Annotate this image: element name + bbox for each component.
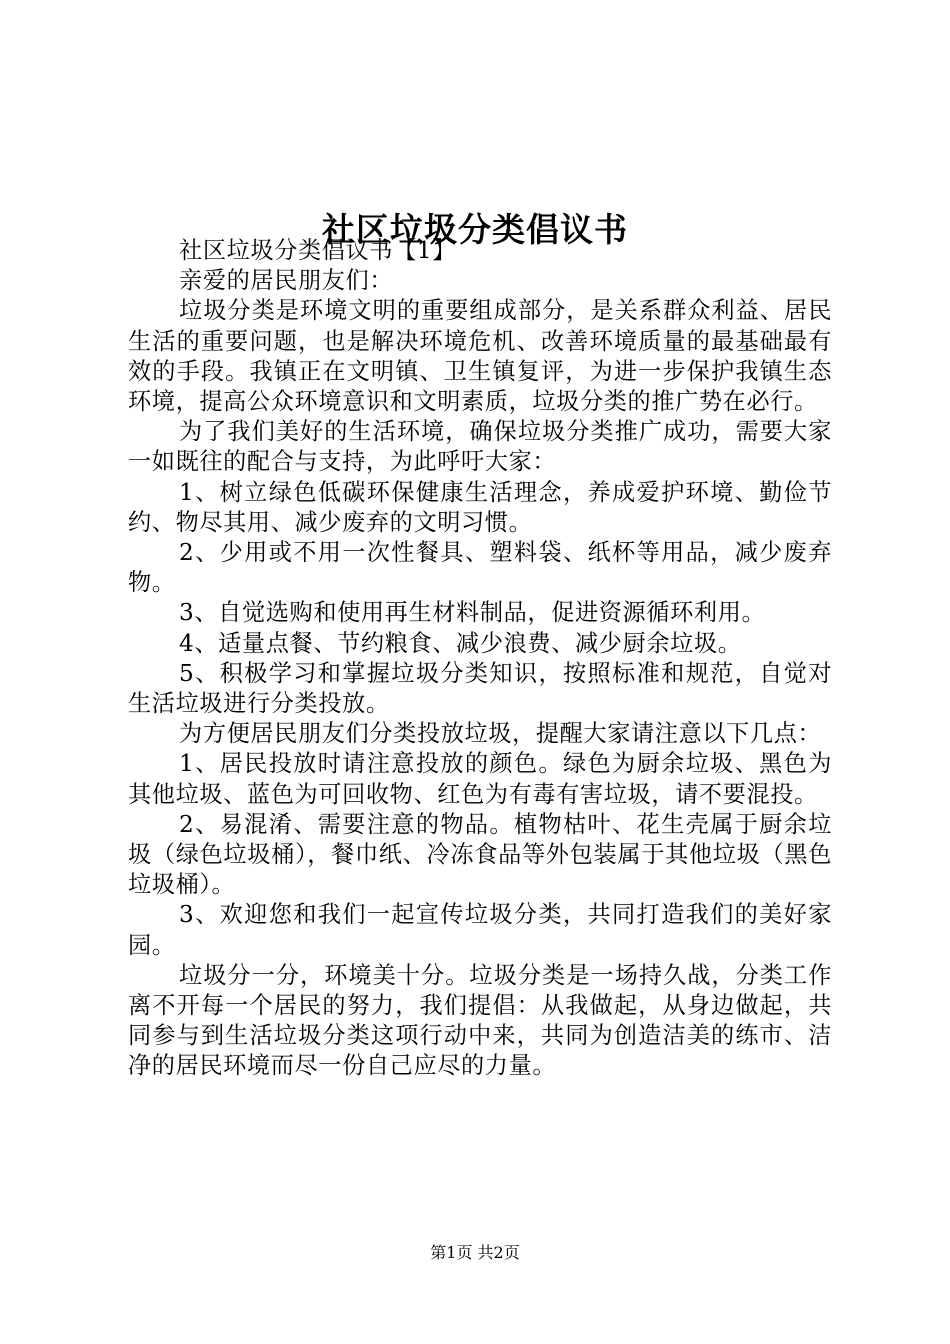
list-item-appeal-1: 1、树立绿色低碳环保健康生活理念，养成爱护环境、勤俭节约、物尽其用、减少废弃的文明习惯。	[128, 478, 832, 536]
paragraph-closing: 垃圾分一分，环境美十分。垃圾分类是一场持久战，分类工作离不开每一个居民的努力，我们提倡：从我做起，从身边做起，共同参与到生活垃圾分类这项行动中来，共同为创造洁美的练市、洁净的居民环境而尽一份自己应尽的力量。	[128, 961, 832, 1080]
page-number-footer: 第1页 共2页	[430, 1243, 520, 1262]
document-title: 社区垃圾分类倡议书	[322, 210, 628, 250]
paragraph-greeting: 亲爱的居民朋友们：	[179, 267, 394, 295]
paragraph-subtitle: 社区垃圾分类倡议书【1】	[179, 237, 457, 264]
paragraph-appeal: 为了我们美好的生活环境，确保垃圾分类推广成功，需要大家一如既往的配合与支持，为此呼吁大家：	[128, 418, 832, 476]
list-item-reminder-2: 2、易混淆、需要注意的物品。植物枯叶、花生壳属于厨余垃圾（绿色垃圾桶），餐巾纸、冷冻食品等外包装属于其他垃圾（黑色垃圾桶）。	[128, 810, 832, 899]
list-item-appeal-5: 5、积极学习和掌握垃圾分类知识，按照标准和规范，自觉对生活垃圾进行分类投放。	[128, 659, 832, 718]
document-body	[128, 236, 832, 1082]
list-item-appeal-4: 4、适量点餐、节约粮食、减少浪费、减少厨余垃圾。	[179, 629, 742, 657]
paragraph-reminder: 为方便居民朋友们分类投放垃圾，提醒大家请注意以下几点：	[179, 720, 822, 748]
list-item-reminder-1: 1、居民投放时请注意投放的颜色。绿色为厨余垃圾、黑色为其他垃圾、蓝色为可回收物、红色为有毒有害垃圾，请不要混投。	[128, 750, 832, 808]
list-item-reminder-3: 3、欢迎您和我们一起宣传垃圾分类，共同打造我们的美好家园。	[128, 901, 832, 959]
paragraph-intro: 垃圾分类是环境文明的重要组成部分，是关系群众利益、居民生活的重要问题，也是解决环境危机、改善环境质量的最基础最有效的手段。我镇正在文明镇、卫生镇复评，为进一步保护我镇生态环境，提高公众环境意识和文明素质，垃圾分类的推广势在必行。	[128, 297, 832, 416]
list-item-appeal-2: 2、少用或不用一次性餐具、塑料袋、纸杯等用品，减少废弃物。	[128, 539, 832, 597]
list-item-appeal-3: 3、自觉选购和使用再生材料制品，促进资源循环利用。	[179, 599, 766, 627]
